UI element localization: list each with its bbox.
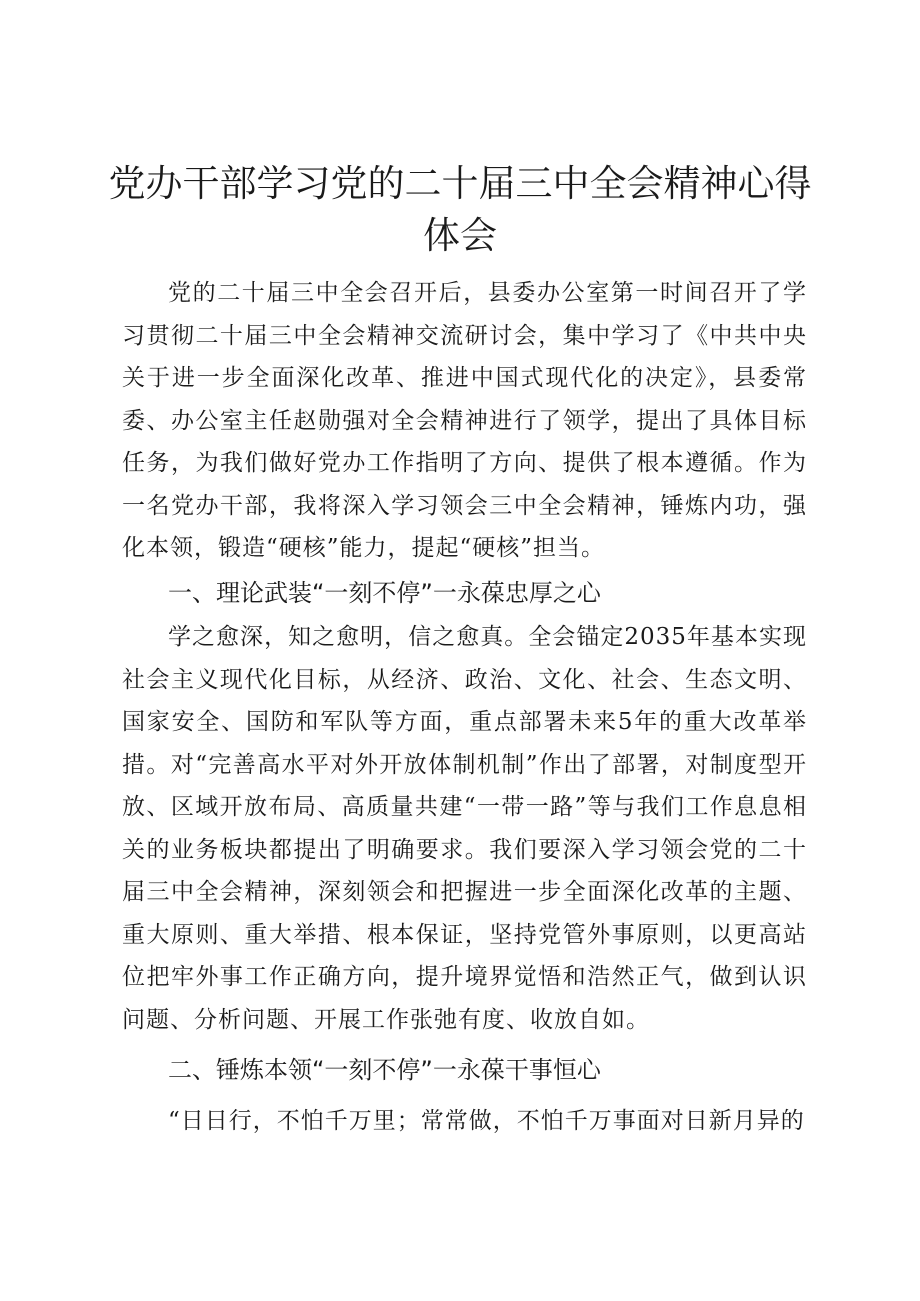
paragraph-section-1: 学之愈深，知之愈明，信之愈真。全会锚定2035年基本实现社会主义现代化目标，从经济、政治、文化、社会、生态文明、国家安全、国防和军队等方面，重点部署未来5年的重大改革举措。对“完善高水平对外开放体制机制”作出了部署，对制度型开放、区域开放布局、高质量共建“一带一路”等与我们工作息息相关的业务板块都提出了明确要求。我们要深入学习领会党的二十届三中全会精神，深刻领会和把握进一步全面深化改革的主题、重大原则、重大举措、根本保证，坚持党管外事原则，以更高站位把牢外事工作正确方向，提升境界觉悟和浩然正气，做到认识问题、分析问题、开展工作张弛有度、收放自如。 — [122, 624, 807, 1033]
section-heading-1: 一、理论武装“一刻不停”一永葆忠厚之心 — [168, 579, 601, 607]
paragraph-section-2: “日日行，不怕千万里；常常做，不怕千万事面对日新月异的 — [168, 1108, 805, 1134]
document-title: 党办干部学习党的二十届三中全会精神心得体会 — [108, 162, 812, 257]
section-heading-2: 二、锤炼本领“一刻不停”一永葆干事恒心 — [168, 1056, 601, 1084]
paragraph-intro: 党的二十届三中全会召开后，县委办公室第一时间召开了学习贯彻二十届三中全会精神交流研讨会，集中学习了《中共中央关于进一步全面深化改革、推进中国式现代化的决定》，县委常委、办公室主任赵勋强对全会精神进行了领学，提出了具体目标任务，为我们做好党办工作指明了方向、提供了根本遵循。作为一名党办干部，我将深入学习领会三中全会精神，锤炼内功，强化本领，锻造“硬核”能力，提起“硬核”担当。 — [122, 280, 807, 561]
